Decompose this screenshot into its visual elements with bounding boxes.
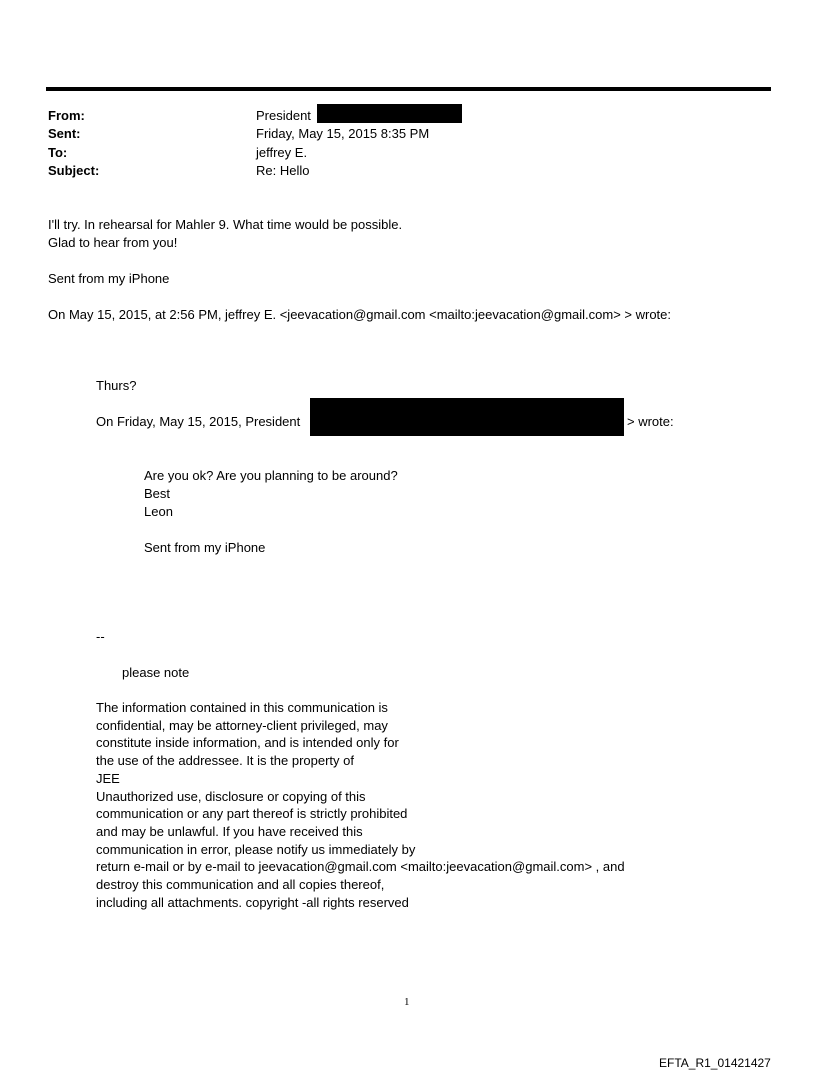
quoted2-line-2: Best [144, 486, 171, 501]
disclaimer-line: and may be unlawful. If you have received this [96, 823, 363, 839]
disclaimer-line: destroy this communication and all copies thereof, [96, 877, 385, 893]
quoted-text-thurs: Thurs? [96, 378, 137, 393]
body-line-2: Glad to hear from you! [48, 235, 178, 250]
body-signature: Sent from my iPhone [48, 271, 170, 286]
disclaimer-line: the use of the addressee. It is the property of [96, 753, 354, 769]
to-value: jeffrey E. [256, 145, 308, 160]
disclaimer-line: Unauthorized use, disclosure or copying of this [96, 788, 366, 804]
please-note: please note [122, 665, 190, 680]
subject-label: Subject: [48, 163, 100, 178]
header-rule [46, 87, 771, 91]
sent-label: Sent: [48, 126, 81, 141]
quoted2-signature: Sent from my iPhone [144, 540, 266, 555]
redaction-box [310, 398, 624, 436]
quote-intro: On May 15, 2015, at 2:56 PM, jeffrey E. <jeevacation@gmail.com <mailto:jeevacation@gmail.com> > wrote: [48, 307, 672, 322]
from-value: President [256, 108, 311, 123]
disclaimer-line: confidential, may be attorney-client privileged, may [96, 717, 388, 733]
quoted2-line-1: Are you ok? Are you planning to be around? [144, 468, 398, 483]
disclaimer-line: communication in error, please notify us immediately by [96, 841, 416, 857]
quoted-intro-suffix: > wrote: [627, 414, 674, 429]
quoted-intro-prefix: On Friday, May 15, 2015, President [96, 414, 301, 429]
from-label: From: [48, 108, 85, 123]
redaction-box [317, 104, 462, 123]
quoted2-line-3: Leon [144, 504, 173, 519]
signature-separator: -- [96, 629, 105, 644]
disclaimer-line: JEE [96, 770, 120, 786]
disclaimer-line: constitute inside information, and is intended only for [96, 735, 399, 751]
disclaimer-line: return e-mail or by e-mail to jeevacation@gmail.com <mailto:jeevacation@gmail.com> , and [96, 859, 625, 875]
to-label: To: [48, 145, 68, 160]
disclaimer-line: communication or any part thereof is strictly prohibited [96, 806, 408, 822]
disclaimer-line: The information contained in this communication is [96, 700, 388, 715]
body-line-1: I'll try. In rehearsal for Mahler 9. What time would be possible. [48, 217, 403, 232]
disclaimer-line: including all attachments. copyright -all rights reserved [96, 894, 409, 910]
sent-value: Friday, May 15, 2015 8:35 PM [256, 126, 430, 141]
subject-value: Re: Hello [256, 163, 310, 178]
page-number: 1 [404, 996, 410, 1008]
disclaimer [96, 699, 625, 911]
document-id: EFTA_R1_01421427 [659, 1056, 771, 1070]
